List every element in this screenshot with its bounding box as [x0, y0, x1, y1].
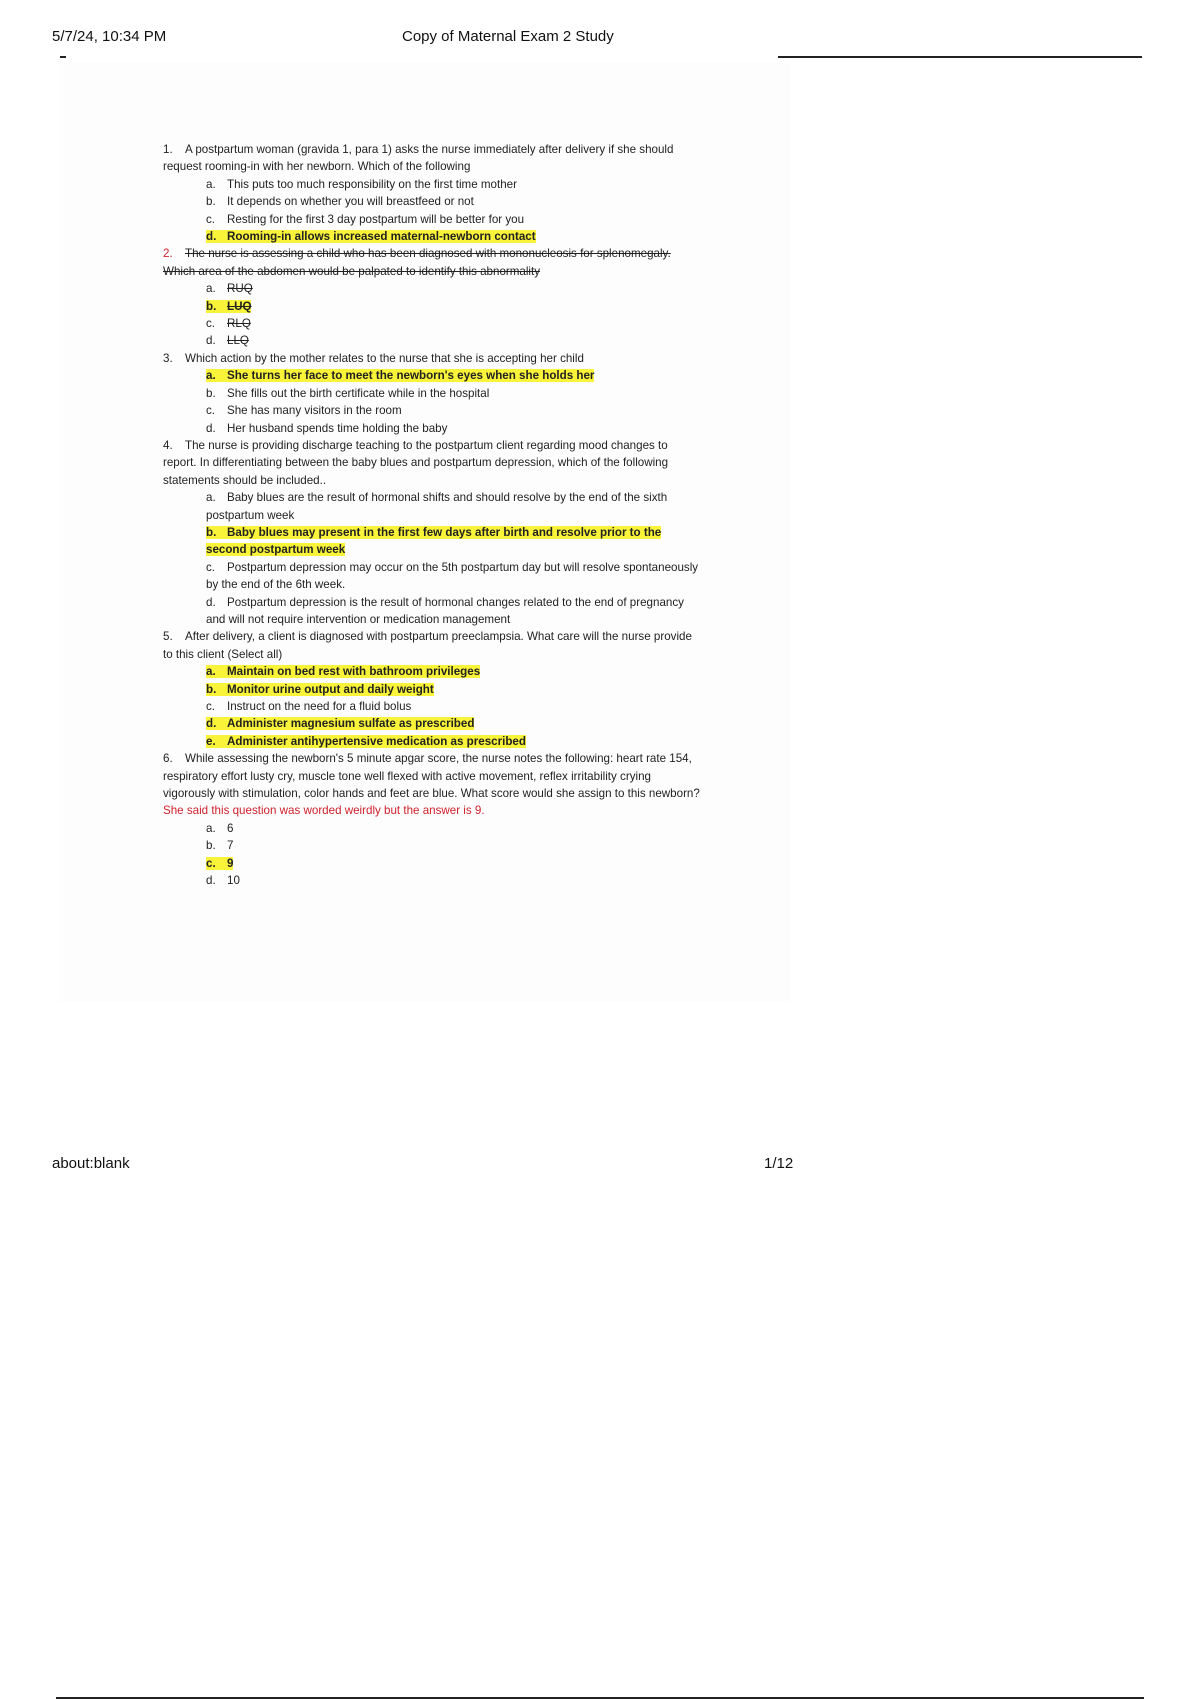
- option: b. She fills out the birth certificate while in the hospital: [206, 386, 490, 400]
- correct-option: b. LUQ: [206, 299, 252, 313]
- print-datetime: 5/7/24, 10:34 PM: [52, 28, 167, 45]
- option: a. 6: [206, 821, 234, 835]
- question-1-options: [163, 176, 703, 246]
- option: d. 10: [206, 874, 240, 888]
- question-2: 2. The nurse is assessing a child who has been diagnosed with mononucleosis for splenomegaly. Which area of the abdomen would be palpated to identify this abnormality: [163, 247, 671, 278]
- question-3-options: [163, 367, 703, 437]
- correct-option: c. 9: [206, 856, 234, 870]
- question-5-options: [163, 663, 703, 750]
- question-6: 6. While assessing the newborn's 5 minute apgar score, the nurse notes the following: heart rate 154, respiratory effort lusty cry, muscle tone well flexed with active movement, reflex irritability crying vigorously with stimulation, color hands and feet are blue. What score would she assign to this newborn? She said this question was worded weirdly but the answer is 9.: [163, 752, 700, 818]
- question-4-options: [163, 489, 703, 628]
- option: d. Postpartum depression is the result of hormonal changes related to the end of pregnancy and will not require intervention or medication management: [206, 595, 684, 626]
- instructor-note: She said this question was worded weirdly but the answer is 9.: [163, 804, 485, 818]
- correct-option: b. Monitor urine output and daily weight: [206, 682, 434, 696]
- option: d. LLQ: [206, 334, 249, 348]
- correct-option: d. Rooming-in allows increased maternal-newborn contact: [206, 230, 536, 244]
- question-6-options: [163, 820, 703, 890]
- question-5: 5. After delivery, a client is diagnosed with postpartum preeclampsia. What care will the nurse provide to this client (Select all): [163, 630, 692, 661]
- option: c. Postpartum depression may occur on the 5th postpartum day but will resolve spontaneously by the end of the 6th week.: [206, 560, 699, 592]
- option: c. Resting for the first 3 day postpartum will be better for you: [206, 212, 525, 226]
- option: b. 7: [206, 839, 234, 853]
- correct-option: d. Administer magnesium sulfate as prescribed: [206, 717, 475, 731]
- page-number: 1/12: [764, 1155, 794, 1172]
- document-title: Copy of Maternal Exam 2 Study: [402, 28, 614, 45]
- option: c. Instruct on the need for a fluid bolus: [206, 700, 412, 713]
- correct-option: a. She turns her face to meet the newborn's eyes when she holds her: [206, 369, 595, 383]
- header-mark: [60, 56, 66, 58]
- question-2-options: [163, 280, 703, 350]
- option: a. This puts too much responsibility on the first time mother: [206, 177, 517, 191]
- option: b. It depends on whether you will breastfeed or not: [206, 195, 474, 209]
- header-rule: [778, 56, 1142, 58]
- option: a. RUQ: [206, 282, 253, 296]
- option: a. Baby blues are the result of hormonal shifts and should resolve by the end of the sixth postpartum week: [206, 491, 668, 522]
- footer-url: about:blank: [52, 1155, 130, 1172]
- option: c. She has many visitors in the room: [206, 404, 402, 418]
- correct-option: b. Baby blues may present in the first few days after birth and resolve prior to the second postpartum week: [206, 525, 662, 557]
- question-4: 4. The nurse is providing discharge teaching to the postpartum client regarding mood changes to report. In differentiating between the baby blues and postpartum depression, which of the following statements should be included..: [163, 438, 669, 487]
- correct-option: a. Maintain on bed rest with bathroom privileges: [206, 665, 481, 679]
- question-3: 3. Which action by the mother relates to the nurse that she is accepting her child: [163, 351, 584, 365]
- option: d. Her husband spends time holding the baby: [206, 421, 448, 435]
- option: c. RLQ: [206, 317, 251, 331]
- correct-option: e. Administer antihypertensive medication as prescribed: [206, 734, 526, 748]
- question-1: 1. A postpartum woman (gravida 1, para 1) asks the nurse immediately after delivery if she should request rooming-in with her newborn. Which of the following: [163, 143, 674, 174]
- bottom-rule: [56, 1697, 1144, 1699]
- document-body: [163, 141, 703, 889]
